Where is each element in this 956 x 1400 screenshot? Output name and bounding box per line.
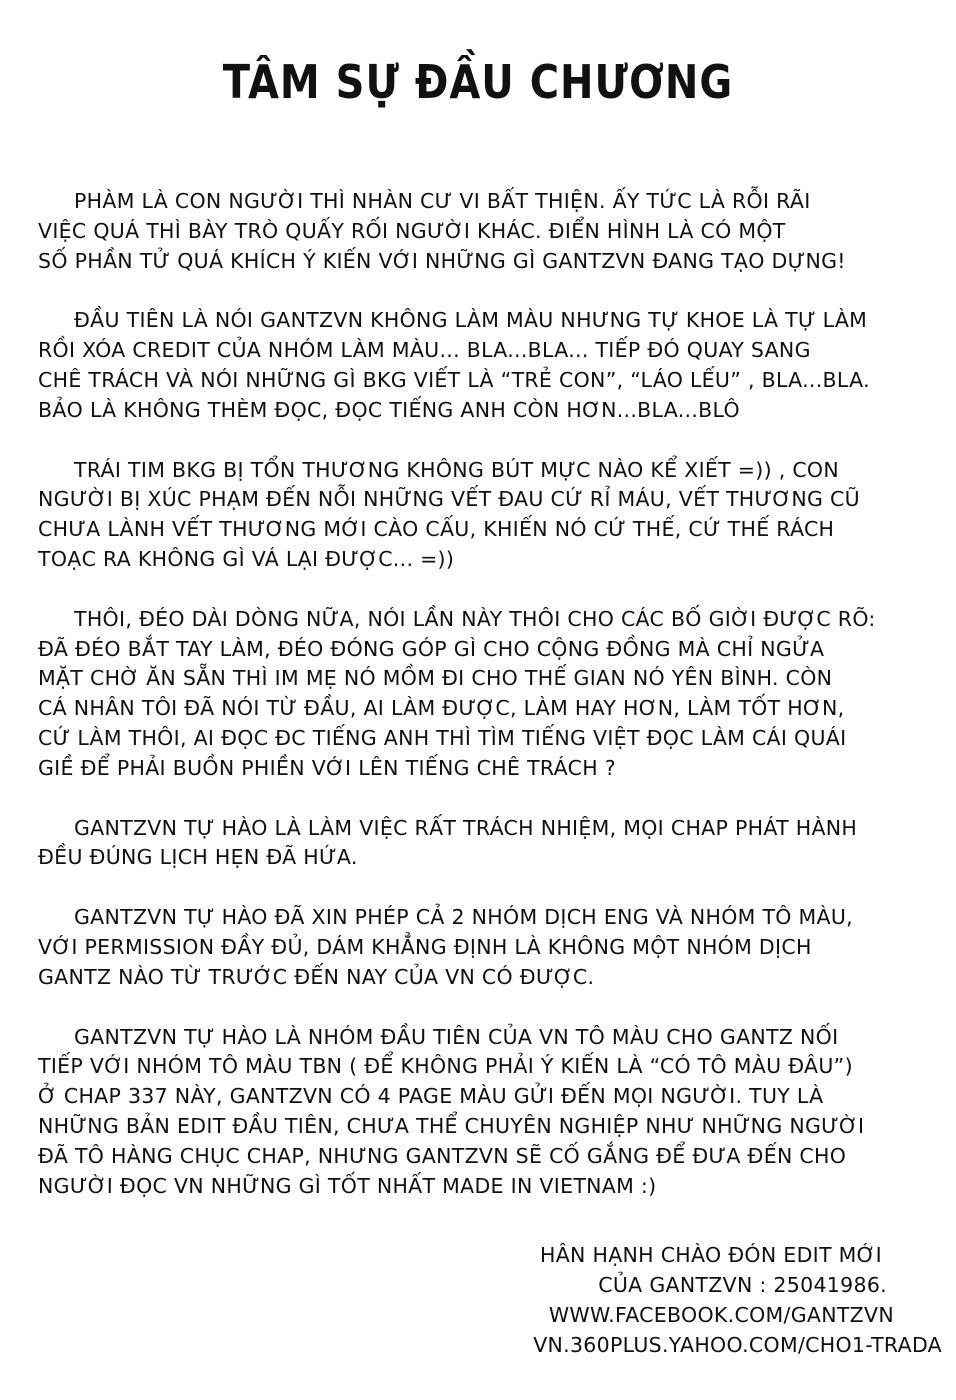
text-line: TRÁI TIM BKG BỊ TỔN THƯƠNG KHÔNG BÚT MỰC NÀO KỂ XIẾT =)) , CON xyxy=(74,457,840,482)
text-line: CHƯA LÀNH VẾT THƯƠNG MỚI CÀO CẤU, KHIẾN NÓ CỨ THẾ, CỨ THẾ RÁCH xyxy=(38,517,835,542)
paragraph-3 xyxy=(38,456,928,575)
page-title: TÂM SỰ ĐẦU CHƯƠNG xyxy=(222,56,734,110)
paragraph-4 xyxy=(38,605,928,784)
paragraph-7 xyxy=(38,1023,928,1202)
text-line: BẢO LÀ KHÔNG THÈM ĐỌC, ĐỌC TIẾNG ANH CÒN HƠN...BLA...BLÔ xyxy=(38,397,740,422)
paragraph-5 xyxy=(38,814,928,874)
paragraph-2 xyxy=(38,306,928,425)
text-line: THÔI, ĐÉO DÀI DÒNG NỮA, NÓI LẦN NÀY THÔI CHO CÁC BỐ GIỜI ĐƯỢC RÕ: xyxy=(74,606,876,631)
text-line: VỚI PERMISSION ĐẦY ĐỦ, DÁM KHẲNG ĐỊNH LÀ KHÔNG MỘT NHÓM DỊCH xyxy=(38,934,812,959)
text-line: ĐÃ ĐÉO BẮT TAY LÀM, ĐÉO ĐÓNG GÓP GÌ CHO CỘNG ĐỒNG MÀ CHỈ NGỬA xyxy=(38,636,825,661)
text-line: PHÀM LÀ CON NGƯỜI THÌ NHÀN CƯ VI BẤT THIỆN. ẤY TỨC LÀ RỖI RÃI xyxy=(74,189,811,213)
signature-welcome: HÂN HẠNH CHÀO ĐÓN EDIT MỚI xyxy=(540,1243,882,1267)
text-line: RỒI XÓA CREDIT CỦA NHÓM LÀM MÀU... BLA...BLA... TIẾP ĐÓ QUAY SANG xyxy=(38,338,811,363)
text-line: CỨ LÀM THÔI, AI ĐỌC ĐC TIẾNG ANH THÌ TÌM TIẾNG VIỆT ĐỌC LÀM CÁI QUÁI xyxy=(38,725,847,750)
facebook-link: WWW.FACEBOOK.COM/GANTZVN xyxy=(548,1303,894,1327)
text-line: Ở CHAP 337 NÀY, GANTZVN CÓ 4 PAGE MÀU GỬI ĐẾN MỌI NGƯỜI. TUY LÀ xyxy=(38,1084,824,1109)
text-line: GANTZVN TỰ HÀO LÀ LÀM VIỆC RẤT TRÁCH NHIỆM, MỌI CHAP PHÁT HÀNH xyxy=(74,815,858,840)
signature-block xyxy=(533,1240,942,1360)
yahoo-link: VN.360PLUS.YAHOO.COM/CHO1-TRADA xyxy=(533,1333,942,1357)
signature-editor: CỦA GANTZVN : 25041986. xyxy=(598,1273,887,1297)
paragraph-1 xyxy=(38,187,928,276)
text-line: CÁ NHÂN TÔI ĐÃ NÓI TỪ ĐẦU, AI LÀM ĐƯỢC, LÀM HAY HƠN, LÀM TỐT HƠN, xyxy=(38,696,845,721)
text-line: GANTZ NÀO TỪ TRƯỚC ĐẾN NAY CỦA VN CÓ ĐƯỢC. xyxy=(38,964,595,989)
text-line: TOẠC RA KHÔNG GÌ VÁ LẠI ĐƯỢC... =)) xyxy=(38,546,455,571)
text-line: SỐ PHẦN TỬ QUÁ KHÍCH Ý KIẾN VỚI NHỮNG GÌ GANTZVN ĐANG TẠO DỰNG! xyxy=(38,248,846,273)
text-line: ĐẦU TIÊN LÀ NÓI GANTZVN KHÔNG LÀM MÀU NHƯNG TỰ KHOE LÀ TỰ LÀM xyxy=(74,308,868,333)
text-line: NHỮNG BẢN EDIT ĐẦU TIÊN, CHƯA THỂ CHUYÊN NGHIỆP NHƯ NHỮNG NGƯỜI xyxy=(38,1113,865,1138)
text-line: TIẾP VỚI NHÓM TÔ MÀU TBN ( ĐỂ KHÔNG PHẢI Ý KIẾN LÀ “CÓ TÔ MÀU ĐÂU”) xyxy=(38,1054,853,1079)
text-line: ĐỀU ĐÚNG LỊCH HẸN ĐÃ HỨA. xyxy=(38,845,358,870)
body-text xyxy=(38,187,928,1231)
text-line: GANTZVN TỰ HÀO ĐÃ XIN PHÉP CẢ 2 NHÓM DỊCH ENG VÀ NHÓM TÔ MÀU, xyxy=(74,905,853,930)
text-line: MẶT CHỜ ĂN SẴN THÌ IM MẸ NÓ MỒM ĐI CHO THẾ GIAN NÓ YÊN BÌNH. CÒN xyxy=(38,666,833,691)
text-line: NGƯỜI BỊ XÚC PHẠM ĐẾN NỖI NHỮNG VẾT ĐAU CỨ RỈ MÁU, VẾT THƯƠNG CŨ xyxy=(38,487,860,512)
text-line: GIỀ ĐỂ PHẢI BUỒN PHIỀN VỚI LÊN TIẾNG CHÊ TRÁCH ? xyxy=(38,755,616,780)
text-line: NGƯỜI ĐỌC VN NHỮNG GÌ TỐT NHẤT MADE IN VIETNAM :) xyxy=(38,1173,657,1198)
text-line: GANTZVN TỰ HÀO LÀ NHÓM ĐẦU TIÊN CỦA VN TÔ MÀU CHO GANTZ NỐI xyxy=(74,1024,839,1049)
paragraph-6 xyxy=(38,903,928,992)
text-line: VIỆC QUÁ THÌ BÀY TRÒ QUẤY RỐI NGƯỜI KHÁC. ĐIỂN HÌNH LÀ CÓ MỘT xyxy=(38,218,786,243)
text-line: ĐÃ TÔ HÀNG CHỤC CHAP, NHƯNG GANTZVN SẼ CỐ GẮNG ĐỂ ĐƯA ĐẾN CHO xyxy=(38,1143,847,1168)
text-line: CHÊ TRÁCH VÀ NÓI NHỮNG GÌ BKG VIẾT LÀ “TRẺ CON”, “LÁO LẾU” , BLA...BLA. xyxy=(38,367,870,392)
